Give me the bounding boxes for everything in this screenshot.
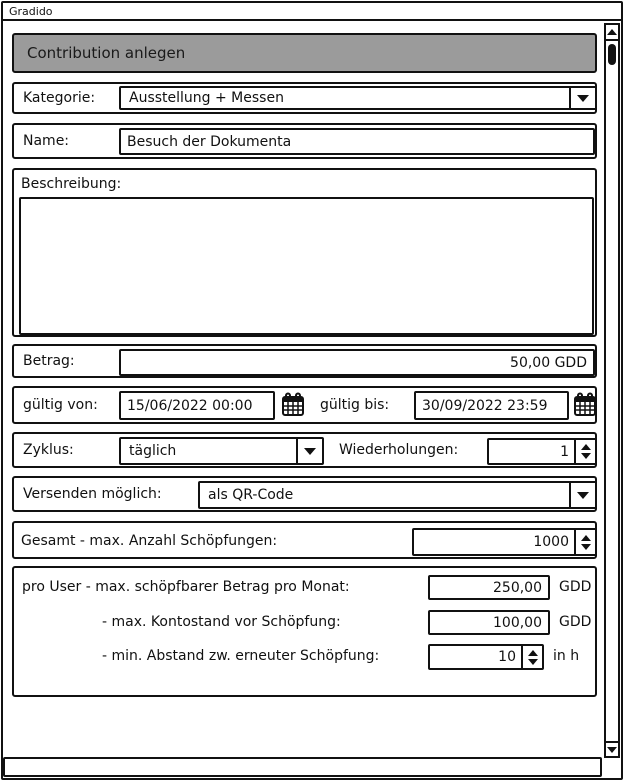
amount-row xyxy=(12,344,597,378)
per-user-interval-label: - min. Abstand zw. erneuter Schöpfung: xyxy=(102,648,380,664)
category-dropdown[interactable] xyxy=(119,86,597,110)
valid-until-label: gültig bis: xyxy=(320,397,390,413)
cycle-label: Zyklus: xyxy=(23,442,74,458)
per-user-box xyxy=(12,566,597,697)
category-label: Kategorie: xyxy=(23,90,96,106)
total-spinner xyxy=(412,528,597,556)
cycle-dropdown[interactable] xyxy=(119,437,324,465)
amount-input[interactable] xyxy=(119,349,595,376)
valid-until-calendar-button[interactable] xyxy=(573,392,597,418)
per-user-amount-input[interactable] xyxy=(428,575,550,600)
total-spinner-buttons[interactable] xyxy=(574,530,595,554)
valid-until-input[interactable] xyxy=(414,391,569,420)
valid-from-input[interactable] xyxy=(119,391,275,420)
window-title: Gradido xyxy=(9,5,53,18)
scroll-up-button[interactable] xyxy=(606,25,618,41)
calendar-icon xyxy=(281,392,305,418)
send-label: Versenden möglich: xyxy=(23,486,162,502)
category-value: Ausstellung + Messen xyxy=(129,90,284,106)
per-user-balance-label: - max. Kontostand vor Schöpfung: xyxy=(102,614,341,630)
description-box xyxy=(12,168,597,337)
chevron-down-icon xyxy=(577,95,589,102)
amount-label: Betrag: xyxy=(23,353,75,369)
arrow-up-icon xyxy=(607,29,617,35)
window-titlebar xyxy=(3,3,621,21)
validity-row xyxy=(12,386,597,424)
horizontal-scrollbar[interactable] xyxy=(3,757,602,777)
send-dropdown-button[interactable] xyxy=(569,483,595,507)
repetitions-input[interactable] xyxy=(489,440,574,463)
per-user-balance-input[interactable] xyxy=(428,610,550,635)
per-user-amount-unit: GDD xyxy=(559,579,592,595)
cycle-row xyxy=(12,432,597,468)
cycle-dropdown-button[interactable] xyxy=(296,439,322,463)
vertical-scrollbar[interactable] xyxy=(604,23,620,758)
category-dropdown-button[interactable] xyxy=(569,88,595,108)
description-label: Beschreibung: xyxy=(21,176,122,192)
repetitions-label: Wiederholungen: xyxy=(339,442,459,458)
form-header xyxy=(12,33,597,73)
calendar-icon xyxy=(573,392,597,418)
valid-from-calendar-button[interactable] xyxy=(281,392,305,418)
cycle-value: täglich xyxy=(129,443,177,459)
total-row xyxy=(12,521,597,559)
per-user-interval-spinner xyxy=(428,644,544,670)
repetitions-spinner xyxy=(487,438,597,465)
spinner-up-icon[interactable] xyxy=(528,650,538,656)
per-user-amount-label: pro User - max. schöpfbarer Betrag pro Monat: xyxy=(22,579,350,595)
per-user-balance-unit: GDD xyxy=(559,614,592,630)
send-value: als QR-Code xyxy=(208,487,294,503)
spinner-down-icon[interactable] xyxy=(581,544,591,550)
scroll-down-button[interactable] xyxy=(606,741,618,756)
chevron-down-icon xyxy=(304,448,316,455)
form-header-title: Contribution anlegen xyxy=(27,44,186,62)
send-dropdown[interactable] xyxy=(198,481,597,509)
name-row xyxy=(12,123,597,159)
spinner-up-icon[interactable] xyxy=(581,535,591,541)
total-input[interactable] xyxy=(414,530,574,554)
spinner-down-icon[interactable] xyxy=(528,659,538,665)
description-textarea[interactable] xyxy=(19,197,594,335)
total-label: Gesamt - max. Anzahl Schöpfungen: xyxy=(21,533,278,549)
per-user-interval-spinner-buttons[interactable] xyxy=(521,646,542,668)
repetitions-spinner-buttons[interactable] xyxy=(574,440,595,463)
category-row xyxy=(12,82,597,114)
per-user-interval-unit: in h xyxy=(553,648,580,664)
send-row xyxy=(12,476,597,512)
chevron-down-icon xyxy=(577,492,589,499)
arrow-down-icon xyxy=(607,747,617,753)
name-label: Name: xyxy=(23,133,70,149)
spinner-up-icon[interactable] xyxy=(581,444,591,450)
per-user-interval-input[interactable] xyxy=(430,646,521,668)
spinner-down-icon[interactable] xyxy=(581,453,591,459)
scrollbar-thumb[interactable] xyxy=(608,44,616,65)
name-input[interactable] xyxy=(119,128,595,155)
valid-from-label: gültig von: xyxy=(23,397,98,413)
